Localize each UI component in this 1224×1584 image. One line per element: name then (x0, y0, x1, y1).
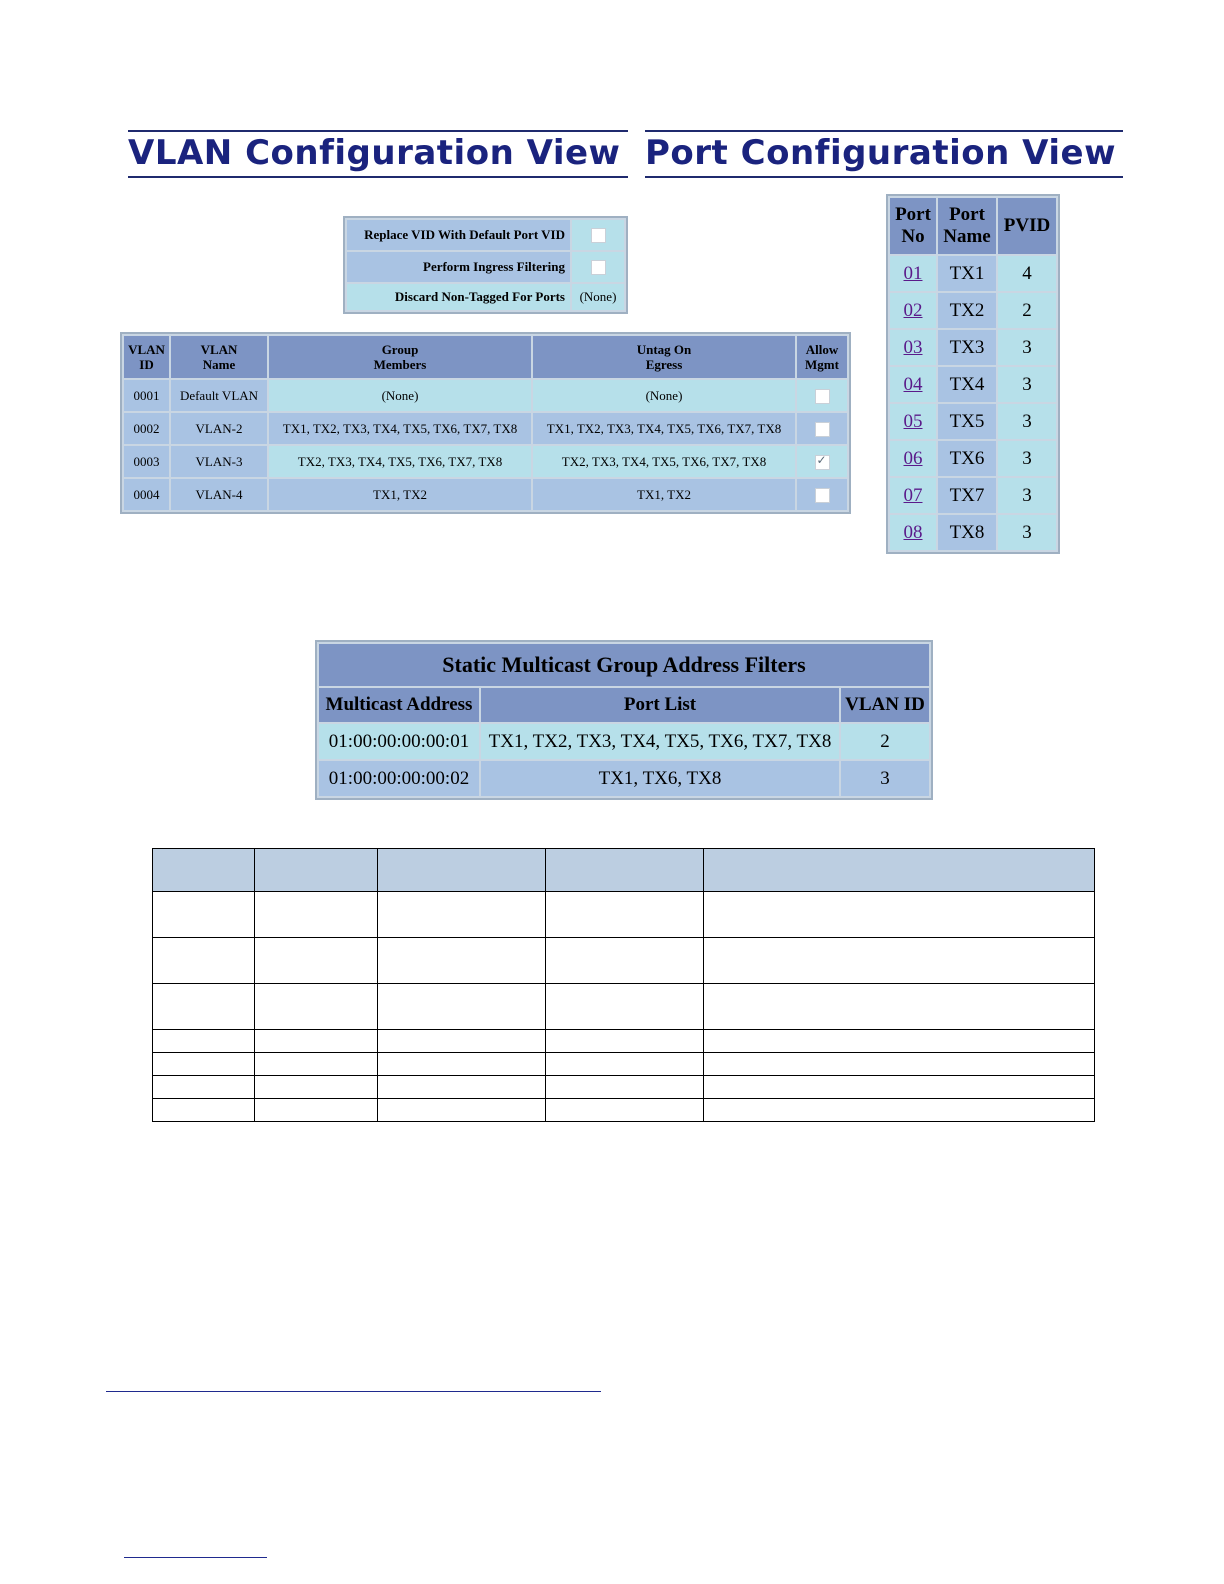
vlan-configuration-view-title: VLAN Configuration View (128, 130, 628, 178)
table-row[interactable] (319, 724, 929, 759)
vlan-id: 3 (841, 761, 929, 796)
port-name: TX1 (938, 256, 996, 291)
replace-vid-label: Replace VID With Default Port VID (347, 220, 570, 250)
table-row (890, 256, 1056, 291)
allow-mgmt-checkbox[interactable] (815, 455, 830, 470)
table-row (153, 938, 1095, 984)
vlan-name: VLAN-3 (171, 446, 267, 477)
vlan-table (120, 332, 851, 514)
ingress-filtering-checkbox[interactable] (591, 260, 606, 275)
pvid-value: 3 (998, 367, 1056, 402)
table-row[interactable] (124, 413, 847, 444)
table-row (890, 367, 1056, 402)
blank-document-table (152, 848, 1095, 1122)
port-link-06[interactable]: 06 (903, 447, 923, 469)
table-row (153, 1053, 1095, 1076)
pvid-value: 3 (998, 330, 1056, 365)
allow-mgmt-checkbox[interactable] (815, 488, 830, 503)
hyperlink-underline[interactable] (106, 1391, 601, 1392)
table-row (890, 330, 1056, 365)
pvid-value: 3 (998, 515, 1056, 550)
port-name: TX5 (938, 404, 996, 439)
pvid-value: 2 (998, 293, 1056, 328)
port-link-08[interactable]: 08 (903, 521, 923, 543)
col-header-untag-on-egress: Untag On Egress (533, 336, 795, 378)
table-row[interactable] (124, 446, 847, 477)
group-members: TX1, TX2 (269, 479, 531, 510)
table-row[interactable] (124, 380, 847, 411)
table-row (890, 441, 1056, 476)
pvid-value: 3 (998, 478, 1056, 513)
vlan-id: 0002 (124, 413, 169, 444)
multicast-address: 01:00:00:00:00:02 (319, 761, 479, 796)
col-header-pvid: PVID (998, 198, 1056, 254)
port-link-04[interactable]: 04 (903, 373, 923, 395)
port-link-05[interactable]: 05 (903, 410, 923, 432)
untag-on-egress: (None) (533, 380, 795, 411)
col-header-allow-mgmt: Allow Mgmt (797, 336, 847, 378)
group-members: TX1, TX2, TX3, TX4, TX5, TX6, TX7, TX8 (269, 413, 531, 444)
table-row (153, 1030, 1095, 1053)
port-link-01[interactable]: 01 (903, 262, 923, 284)
col-header-port-name: Port Name (938, 198, 996, 254)
port-link-03[interactable]: 03 (903, 336, 923, 358)
table-row (153, 1076, 1095, 1099)
table-row (153, 984, 1095, 1030)
table-row (890, 404, 1056, 439)
col-header-multicast-address: Multicast Address (319, 688, 479, 722)
multicast-table-title: Static Multicast Group Address Filters (319, 644, 929, 686)
port-link-07[interactable]: 07 (903, 484, 923, 506)
table-row[interactable] (124, 479, 847, 510)
discard-non-tagged-label: Discard Non-Tagged For Ports (347, 284, 570, 310)
vlan-id: 2 (841, 724, 929, 759)
vlan-name: VLAN-2 (171, 413, 267, 444)
vlan-id: 0004 (124, 479, 169, 510)
group-members: TX2, TX3, TX4, TX5, TX6, TX7, TX8 (269, 446, 531, 477)
port-name: TX6 (938, 441, 996, 476)
pvid-value: 4 (998, 256, 1056, 291)
port-name: TX3 (938, 330, 996, 365)
multicast-address: 01:00:00:00:00:01 (319, 724, 479, 759)
table-row (153, 1099, 1095, 1122)
untag-on-egress: TX2, TX3, TX4, TX5, TX6, TX7, TX8 (533, 446, 795, 477)
allow-mgmt-checkbox[interactable] (815, 422, 830, 437)
col-header-vlan-id: VLAN ID (124, 336, 169, 378)
discard-non-tagged-value: (None) (572, 284, 624, 310)
port-link-02[interactable]: 02 (903, 299, 923, 321)
port-list: TX1, TX6, TX8 (481, 761, 839, 796)
ingress-filtering-label: Perform Ingress Filtering (347, 252, 570, 282)
vlan-name: Default VLAN (171, 380, 267, 411)
replace-vid-checkbox[interactable] (591, 228, 606, 243)
vlan-id: 0001 (124, 380, 169, 411)
untag-on-egress: TX1, TX2, TX3, TX4, TX5, TX6, TX7, TX8 (533, 413, 795, 444)
table-header-row (153, 849, 1095, 892)
table-row (890, 515, 1056, 550)
port-configuration-view-title: Port Configuration View (645, 130, 1123, 178)
allow-mgmt-checkbox[interactable] (815, 389, 830, 404)
port-name: TX8 (938, 515, 996, 550)
port-name: TX2 (938, 293, 996, 328)
pvid-value: 3 (998, 441, 1056, 476)
table-row[interactable] (319, 761, 929, 796)
col-header-port-no: Port No (890, 198, 936, 254)
port-name: TX4 (938, 367, 996, 402)
port-list: TX1, TX2, TX3, TX4, TX5, TX6, TX7, TX8 (481, 724, 839, 759)
hyperlink-underline-footer[interactable] (124, 1557, 267, 1558)
col-header-vlan-id: VLAN ID (841, 688, 929, 722)
multicast-filters-table (315, 640, 933, 800)
pvid-value: 3 (998, 404, 1056, 439)
group-members: (None) (269, 380, 531, 411)
vlan-id: 0003 (124, 446, 169, 477)
col-header-group-members: Group Members (269, 336, 531, 378)
table-row (890, 293, 1056, 328)
table-row (153, 892, 1095, 938)
port-name: TX7 (938, 478, 996, 513)
vlan-name: VLAN-4 (171, 479, 267, 510)
untag-on-egress: TX1, TX2 (533, 479, 795, 510)
port-table (886, 194, 1060, 554)
vlan-options-table (343, 216, 628, 314)
col-header-port-list: Port List (481, 688, 839, 722)
table-row (890, 478, 1056, 513)
col-header-vlan-name: VLAN Name (171, 336, 267, 378)
